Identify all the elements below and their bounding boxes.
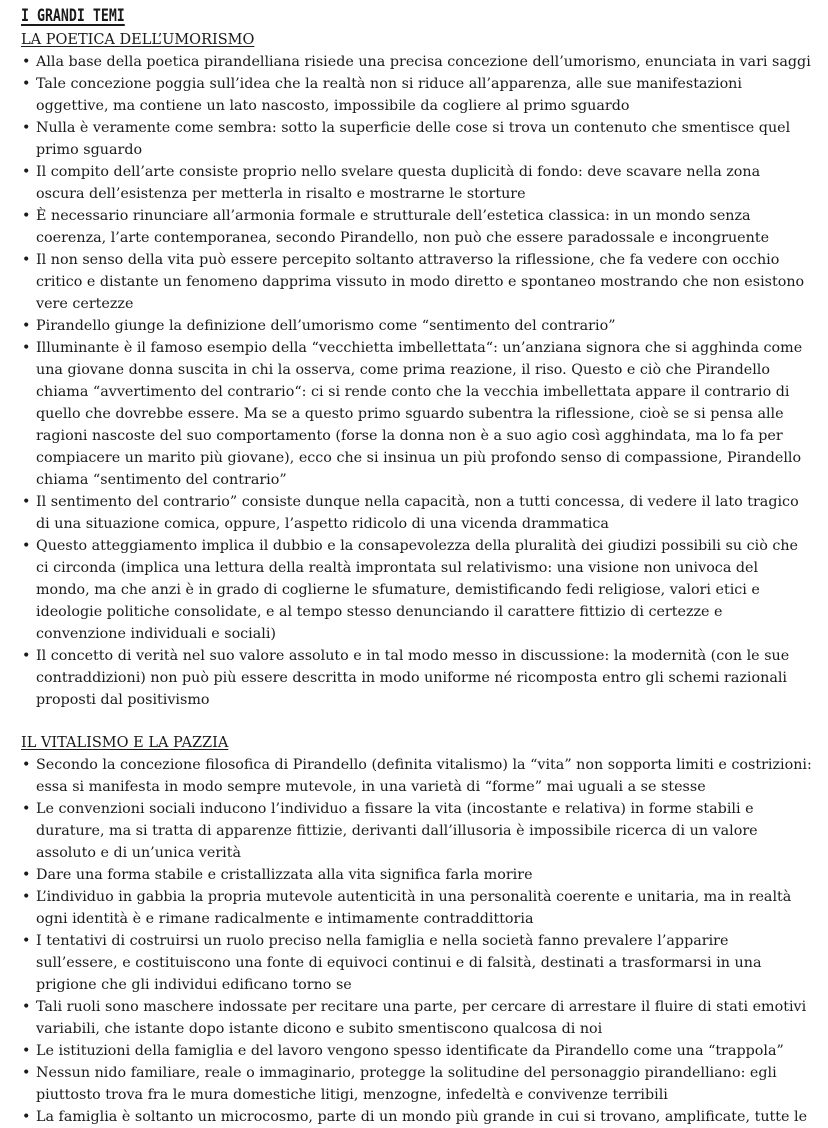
bullet-item: • Secondo la concezione filosofica di Pirandello (definita vitalismo) la “vita” non sopporta limiti e costrizioni: essa si manifesta in modo sempre mutevole, in una varietà di “forme” mai uguali a se stesse — [21, 754, 812, 798]
bullet-item: • Il sentimento del contrario” consiste dunque nella capacità, non a tutti concessa, di vedere il lato tragico di una situazione comica, oppure, l’aspetto ridicolo di una vicenda drammatica — [21, 491, 812, 535]
bullet-item: • Pirandello giunge la definizione dell’umorismo come “sentimento del contrario” — [21, 315, 812, 337]
bullet-item: • Le convenzioni sociali inducono l’individuo a fissare la vita (incostante e relativa) in forme stabili e durature, ma si tratta di apparenze fittizie, derivanti dall’illusoria è impossibile ricerca di un valore assoluto e di un’unica verità — [21, 798, 812, 864]
section-title: IL VITALISMO E LA PAZZIA — [21, 735, 229, 751]
bullet-item: • I tentativi di costruirsi un ruolo preciso nella famiglia e nella società fanno prevalere l’apparire sull’essere, e costituiscono una fonte di equivoci continui e di falsità, destinati a trasformarsi in una prigione che gli individui edificano torno se — [21, 930, 812, 996]
section-poetica-umorismo — [21, 30, 812, 711]
bullet-item: • Il concetto di verità nel suo valore assoluto e in tal modo messo in discussione: la modernità (con le sue contraddizioni) non può più essere descritta in modo uniforme né ricomposta entro gli schemi razionali proposti dal positivismo — [21, 645, 812, 711]
document-title: I GRANDI TEMI — [21, 6, 125, 26]
bullet-item: • La famiglia è soltanto un microcosmo, parte di un mondo più grande in cui si trovano, amplificate, tutte le — [21, 1106, 812, 1128]
bullet-item: • Alla base della poetica pirandelliana risiede una precisa concezione dell’umorismo, enunciata in vari saggi — [21, 51, 812, 73]
bullet-item: • Nulla è veramente come sembra: sotto la superficie delle cose si trova un contenuto che smentisce quel primo sguardo — [21, 117, 812, 161]
bullet-item: • Nessun nido familiare, reale o immaginario, protegge la solitudine del personaggio pirandelliano: egli piuttosto trova fra le mura domestiche litigi, menzogne, infedeltà e convivenze terribili — [21, 1062, 812, 1106]
bullet-item: • Questo atteggiamento implica il dubbio e la consapevolezza della pluralità dei giudizi possibili su ciò che ci circonda (implica una lettura della realtà improntata sul relativismo: una visione non univoca del mondo, ma che anzi è in grado di coglierne le sfumature, demistificando fedi religiose, valori etici e ideologie politiche consolidate, e al tempo stesso denunciando il carattere fittizio di certezze e convenzione individuali e sociali) — [21, 535, 812, 645]
bullet-item: • Il compito dell’arte consiste proprio nello svelare questa duplicità di fondo: deve scavare nella zona oscura dell’esistenza per metterla in risalto e mostrarne le storture — [21, 161, 812, 205]
bullet-item: • Dare una forma stabile e cristallizzata alla vita significa farla morire — [21, 864, 812, 886]
bullet-item: • Tali ruoli sono maschere indossate per recitare una parte, per cercare di arrestare il fluire di stati emotivi variabili, che istante dopo istante dicono e subito smentiscono qualcosa di noi — [21, 996, 812, 1040]
section-title: LA POETICA DELL’UMORISMO — [21, 32, 255, 48]
bullet-item: • Illuminante è il famoso esempio della “vecchietta imbellettata“: un’anziana signora che si agghinda come una giovane donna suscita in chi la osserva, come prima reazione, il riso. Questo e ciò che Pirandello chiama “avvertimento del contrario“: ci si rende conto che la vecchia imbellettata appare il contrario di quello che dovrebbe essere. Ma se a questo primo sguardo subentra la riflessione, cioè se si pensa alle ragioni nascoste del suo comportamento (forse la donna non è a suo agio così agghindata, ma lo fa per compiacere un marito più giovane), ecco che si insinua un più profondo senso di compassione, Pirandello chiama “sentimento del contrario” — [21, 337, 812, 491]
bullet-item: • L’individuo in gabbia la propria mutevole autenticità in una personalità coerente e unitaria, ma in realtà ogni identità è e rimane radicalmente e intimamente contraddittoria — [21, 886, 812, 930]
bullet-list — [21, 754, 812, 1128]
bullet-item: • Il non senso della vita può essere percepito soltanto attraverso la riflessione, che fa vedere con occhio critico e distante un fenomeno dapprima vissuto in modo diretto e spontaneo mostrando che non esistono vere certezze — [21, 249, 812, 315]
bullet-item: • È necessario rinunciare all’armonia formale e strutturale dell’estetica classica: in un mondo senza coerenza, l’arte contemporanea, secondo Pirandello, non può che essere paradossale e incongruente — [21, 205, 812, 249]
bullet-list — [21, 51, 812, 711]
section-vitalismo-pazzia — [21, 733, 812, 1128]
bullet-item: • Tale concezione poggia sull’idea che la realtà non si riduce all’apparenza, alle sue manifestazioni oggettive, ma contiene un lato nascosto, impossibile da cogliere al primo sguardo — [21, 73, 812, 117]
bullet-item: • Le istituzioni della famiglia e del lavoro vengono spesso identificate da Pirandello come una “trappola” — [21, 1040, 812, 1062]
